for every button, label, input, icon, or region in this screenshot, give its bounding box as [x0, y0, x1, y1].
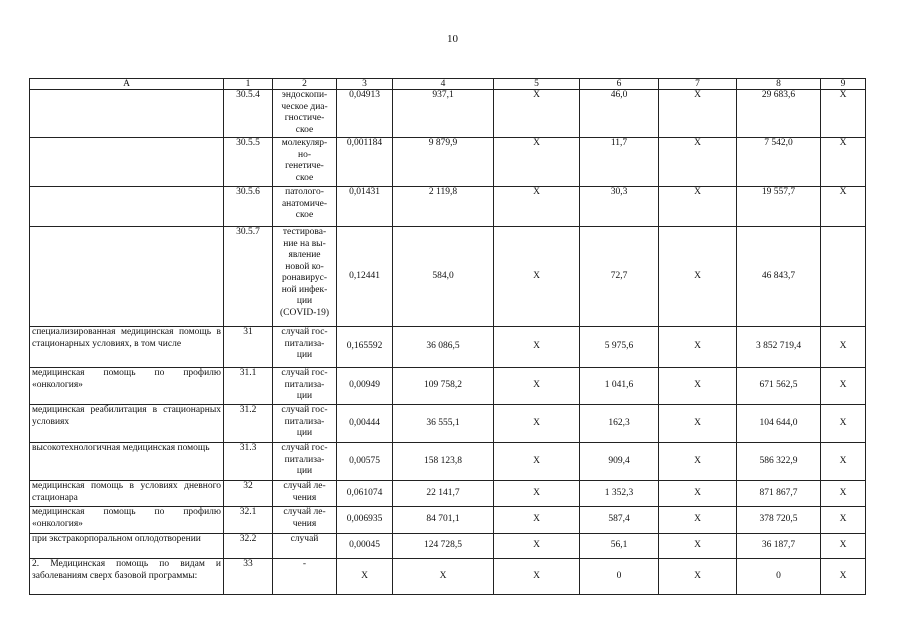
value-cell-c7: Х — [659, 405, 737, 443]
value-cell-c3: 0,165592 — [337, 327, 393, 368]
value-cell-c6: 1 352,3 — [580, 481, 659, 507]
value-cell-c8: 36 187,7 — [737, 534, 821, 559]
unit-line: питализа- — [284, 338, 325, 349]
value-cell-c9: Х — [821, 534, 866, 559]
value-cell-c4: 9 879,9 — [393, 138, 494, 187]
value-cell-c9: Х — [821, 138, 866, 187]
row-label: специализированная медицинская помощь в стационарных условиях, в том числе — [30, 327, 224, 368]
value-cell-c9: Х — [821, 327, 866, 368]
unit-cell — [273, 368, 337, 405]
value-cell-c8: 671 562,5 — [737, 368, 821, 405]
table-row — [30, 138, 866, 187]
value-cell-c5: Х — [494, 187, 580, 227]
value-cell-c5: Х — [494, 405, 580, 443]
value-cell-c3: Х — [337, 559, 393, 595]
value-cell-c6: 909,4 — [580, 443, 659, 481]
value-cell-c4: 584,0 — [393, 227, 494, 327]
header-cell: 7 — [659, 79, 737, 90]
header-cell: 1 — [224, 79, 273, 90]
value-cell-c3: 0,12441 — [337, 227, 393, 327]
value-cell-c7: Х — [659, 443, 737, 481]
unit-line: ции — [296, 428, 313, 438]
value-cell-c5: Х — [494, 227, 580, 327]
value-cell-c5: Х — [494, 138, 580, 187]
row-code: 31.1 — [224, 368, 273, 405]
row-label: высокотехнологичная медицинская помощь — [30, 443, 224, 481]
unit-line: случай гос- — [281, 405, 328, 415]
row-code: 30.5.6 — [224, 187, 273, 227]
unit-line: ское — [295, 210, 314, 220]
unit-line: случай ле- — [283, 507, 326, 517]
page-number: 10 — [447, 33, 458, 45]
table-row — [30, 90, 866, 138]
value-cell-c5: Х — [494, 443, 580, 481]
row-code: 32.2 — [224, 534, 273, 559]
value-cell-c6: 162,3 — [580, 405, 659, 443]
header-cell: 9 — [821, 79, 866, 90]
value-cell-c5: Х — [494, 559, 580, 595]
value-cell-c7: Х — [659, 481, 737, 507]
value-cell-c4: Х — [393, 559, 494, 595]
value-cell-c8: 871 867,7 — [737, 481, 821, 507]
unit-cell — [273, 227, 337, 327]
value-cell-c5: Х — [494, 327, 580, 368]
table-row — [30, 443, 866, 481]
value-cell-c8: 3 852 719,4 — [737, 327, 821, 368]
unit-line: ние на вы- — [283, 238, 326, 249]
row-label: 2. Медицинская помощь по видам и заболеваниям сверх базовой программы: — [30, 559, 224, 595]
value-cell-c6: 56,1 — [580, 534, 659, 559]
value-cell-c4: 937,1 — [393, 90, 494, 138]
value-cell-c6: 46,0 — [580, 90, 659, 138]
value-cell-c3: 0,00444 — [337, 405, 393, 443]
header-cell: 3 — [337, 79, 393, 90]
unit-line: генетиче- — [285, 161, 324, 171]
value-cell-c8: 104 644,0 — [737, 405, 821, 443]
value-cell-c5: Х — [494, 368, 580, 405]
value-cell-c6: 30,3 — [580, 187, 659, 227]
value-cell-c9: Х — [821, 90, 866, 138]
unit-cell — [273, 507, 337, 534]
unit-cell — [273, 90, 337, 138]
table-row — [30, 534, 866, 559]
unit-line: ции — [296, 391, 313, 401]
unit-line: случай — [290, 534, 319, 544]
unit-line: случай гос- — [281, 443, 328, 453]
table-row — [30, 187, 866, 227]
value-cell-c6: 1 041,6 — [580, 368, 659, 405]
value-cell-c5: Х — [494, 534, 580, 559]
row-code: 31.3 — [224, 443, 273, 481]
value-cell-c3: 0,04913 — [337, 90, 393, 138]
value-cell-c4: 124 728,5 — [393, 534, 494, 559]
unit-line: ское — [295, 172, 314, 183]
row-code: 30.5.5 — [224, 138, 273, 187]
value-cell-c6: 72,7 — [580, 227, 659, 327]
header-cell: А — [30, 79, 224, 90]
row-label — [30, 90, 224, 138]
header-cell: 5 — [494, 79, 580, 90]
unit-line: (COVID-19) — [279, 307, 330, 318]
table-row — [30, 368, 866, 405]
header-cell: 4 — [393, 79, 494, 90]
unit-line: чения — [292, 492, 317, 503]
value-cell-c8: 46 843,7 — [737, 227, 821, 327]
value-cell-c3: 0,00949 — [337, 368, 393, 405]
unit-cell — [273, 534, 337, 559]
value-cell-c7: Х — [659, 559, 737, 595]
unit-line: гностиче- — [284, 113, 325, 123]
header-cell: 6 — [580, 79, 659, 90]
value-cell-c5: Х — [494, 481, 580, 507]
value-cell-c4: 158 123,8 — [393, 443, 494, 481]
row-code: 30.5.7 — [224, 227, 273, 327]
value-cell-c3: 0,006935 — [337, 507, 393, 534]
unit-line: ной инфек- — [281, 284, 328, 295]
unit-line: ции — [296, 466, 313, 476]
value-cell-c6: 5 975,6 — [580, 327, 659, 368]
value-cell-c3: 0,001184 — [337, 138, 393, 187]
unit-line: ронавирус- — [281, 273, 328, 283]
unit-line: молекуляр- — [281, 138, 328, 148]
unit-cell — [273, 443, 337, 481]
header-cell: 8 — [737, 79, 821, 90]
row-code: 33 — [224, 559, 273, 595]
row-label: при экстракорпоральном оплодотворении — [30, 534, 224, 559]
value-cell-c5: Х — [494, 507, 580, 534]
unit-cell — [273, 481, 337, 507]
table-row — [30, 327, 866, 368]
unit-cell — [273, 138, 337, 187]
row-code: 32.1 — [224, 507, 273, 534]
unit-line: случай гос- — [281, 327, 328, 337]
row-label — [30, 138, 224, 187]
value-cell-c4: 84 701,1 — [393, 507, 494, 534]
value-cell-c8: 19 557,7 — [737, 187, 821, 227]
unit-line: случай ле- — [283, 481, 326, 491]
table-row — [30, 559, 866, 595]
unit-line: ческое диа- — [281, 101, 328, 112]
unit-line: новой ко- — [285, 261, 324, 272]
unit-line: ции — [296, 350, 313, 360]
row-code: 32 — [224, 481, 273, 507]
row-label: медицинская помощь в условиях дневного стационара — [30, 481, 224, 507]
value-cell-c8: 29 683,6 — [737, 90, 821, 138]
unit-line: - — [302, 559, 307, 569]
value-cell-c9: Х — [821, 368, 866, 405]
value-cell-c3: 0,061074 — [337, 481, 393, 507]
value-cell-c7: Х — [659, 227, 737, 327]
unit-line: тестирова- — [282, 227, 327, 237]
unit-line: эндоскопи- — [281, 90, 328, 100]
value-cell-c7: Х — [659, 90, 737, 138]
value-cell-c8: 586 322,9 — [737, 443, 821, 481]
value-cell-c5: Х — [494, 90, 580, 138]
value-cell-c3: 0,00575 — [337, 443, 393, 481]
value-cell-c8: 7 542,0 — [737, 138, 821, 187]
value-cell-c9: Х — [821, 187, 866, 227]
budget-table — [29, 78, 866, 595]
unit-line: чения — [292, 518, 317, 529]
value-cell-c4: 109 758,2 — [393, 368, 494, 405]
unit-line: но- — [298, 149, 311, 160]
row-label — [30, 227, 224, 327]
header-cell: 2 — [273, 79, 337, 90]
row-label: медицинская помощь по профилю «онкология» — [30, 507, 224, 534]
row-label — [30, 187, 224, 227]
table-row — [30, 227, 866, 327]
value-cell-c3: 0,00045 — [337, 534, 393, 559]
table-row — [30, 507, 866, 534]
table-row — [30, 481, 866, 507]
value-cell-c6: 11,7 — [580, 138, 659, 187]
value-cell-c8: 378 720,5 — [737, 507, 821, 534]
row-label: медицинская помощь по профилю «онкология» — [30, 368, 224, 405]
unit-line: анатомиче- — [281, 198, 328, 209]
unit-cell — [273, 559, 337, 595]
unit-line: ции — [296, 296, 313, 306]
value-cell-c6: 0 — [580, 559, 659, 595]
value-cell-c9: Х — [821, 405, 866, 443]
value-cell-c7: Х — [659, 187, 737, 227]
unit-line: питализа- — [284, 454, 325, 465]
unit-line: питализа- — [284, 416, 325, 427]
unit-cell — [273, 187, 337, 227]
unit-line: явление — [288, 250, 321, 260]
value-cell-c9 — [821, 227, 866, 327]
unit-line: патолого- — [285, 187, 324, 197]
unit-line: ское — [295, 124, 314, 135]
value-cell-c7: Х — [659, 327, 737, 368]
value-cell-c7: Х — [659, 507, 737, 534]
header-row — [30, 79, 866, 90]
value-cell-c7: Х — [659, 368, 737, 405]
value-cell-c9: Х — [821, 443, 866, 481]
unit-line: питализа- — [284, 379, 325, 390]
value-cell-c7: Х — [659, 534, 737, 559]
value-cell-c4: 36 086,5 — [393, 327, 494, 368]
value-cell-c8: 0 — [737, 559, 821, 595]
unit-line: случай гос- — [281, 368, 328, 378]
value-cell-c3: 0,01431 — [337, 187, 393, 227]
value-cell-c4: 22 141,7 — [393, 481, 494, 507]
value-cell-c4: 2 119,8 — [393, 187, 494, 227]
table-row — [30, 405, 866, 443]
row-code: 31 — [224, 327, 273, 368]
row-code: 30.5.4 — [224, 90, 273, 138]
value-cell-c4: 36 555,1 — [393, 405, 494, 443]
value-cell-c9: Х — [821, 481, 866, 507]
value-cell-c9: Х — [821, 559, 866, 595]
value-cell-c9: Х — [821, 507, 866, 534]
row-label: медицинская реабилитация в стационарных условиях — [30, 405, 224, 443]
unit-cell — [273, 405, 337, 443]
value-cell-c6: 587,4 — [580, 507, 659, 534]
value-cell-c7: Х — [659, 138, 737, 187]
row-code: 31.2 — [224, 405, 273, 443]
unit-cell — [273, 327, 337, 368]
